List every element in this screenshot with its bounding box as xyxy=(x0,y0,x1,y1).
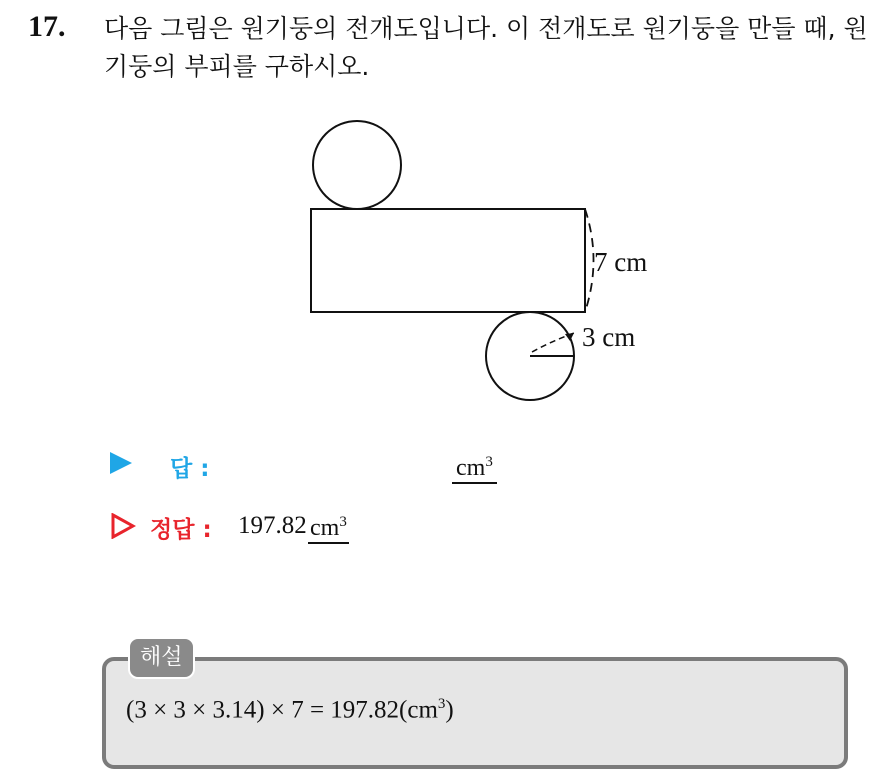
top-base-circle xyxy=(313,121,401,209)
solution-tag: 해설 xyxy=(128,637,195,679)
question-text: 다음 그림은 원기둥의 전개도입니다. 이 전개도로 원기둥을 만들 때, 원기둥의 부피를 구하시오. xyxy=(104,14,868,81)
side-rectangle xyxy=(311,209,585,312)
cylinder-net-figure xyxy=(280,105,680,405)
answer-unit xyxy=(452,448,497,484)
question-number: 17. xyxy=(28,10,66,43)
solution-expression xyxy=(126,696,454,724)
correct-answer-label: 정답 : xyxy=(150,517,212,543)
solution-expr-exp: 3 xyxy=(437,696,446,712)
answer-label: 답 : xyxy=(170,456,210,482)
arrow-head xyxy=(565,333,574,341)
height-dimension-arc xyxy=(585,209,594,312)
correct-answer-value: 197.82 xyxy=(238,512,307,539)
correct-unit-base: cm xyxy=(310,515,340,541)
height-label: 7 cm xyxy=(594,247,648,277)
correct-unit-exp: 3 xyxy=(339,514,347,530)
correct-answer-unit xyxy=(308,508,349,544)
play-triangle-icon xyxy=(110,452,132,474)
solution-expr-close: ) xyxy=(445,696,454,724)
outline-triangle-icon xyxy=(110,513,136,539)
radius-label: 3 cm xyxy=(582,322,636,352)
correct-answer-row xyxy=(108,508,608,548)
answer-unit-base: cm xyxy=(456,455,486,481)
answer-unit-exp: 3 xyxy=(485,454,493,470)
answer-row xyxy=(108,448,608,484)
solution-expr-main: (3 × 3 × 3.14) × 7 = 197.82(cm xyxy=(126,696,438,724)
